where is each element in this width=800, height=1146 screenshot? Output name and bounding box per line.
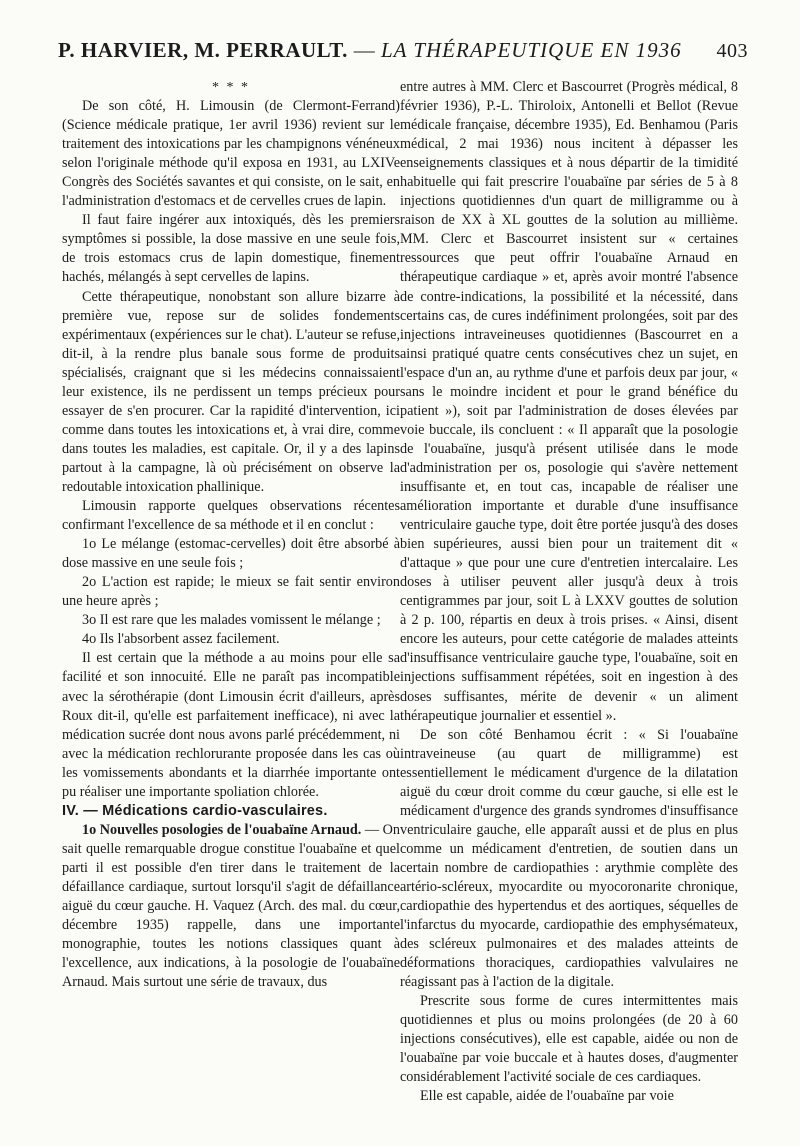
conclusion-item-3: 3o Il est rare que les malades vomissent le mélange ; xyxy=(82,612,381,629)
running-header xyxy=(58,38,748,63)
paragraph-cures: Prescrite sous forme de cures intermittentes mais quotidiennes et plus ou moins prolongées (de 20 à 60 injections consécutives), elle est capable, aidée ou non de l'ouabaïne par voie buccale et à hautes doses, d'augmenter considérablement l'activité sociale de ces cardiaques. xyxy=(400,993,738,1086)
subsection-heading: 1o Nouvelles posologies de l'ouabaïne Arnaud. xyxy=(82,821,362,838)
conclusion-item-2: 2o L'action est rapide; le mieux se fait sentir environ une heure après ; xyxy=(62,574,400,610)
conclusion-item-4: 4o Ils l'absorbent assez facilement. xyxy=(82,631,280,648)
paragraph-studies-cont: entre autres à MM. Clerc et Bascourret (Progrès médical, 8 février 1936), P.-L. Thiroloix, Antonelli et Bellot (Revue médicale française, décembre 1935), Ed. Benhamou (Paris médical, 2 mai 1936) nous incitent à dépasser les enseignements classiques et à nous départir de la timidité habituelle qui fait prescrire l'ouabaïne par séries de 5 à 8 injections quotidiennes d'un quart de milligramme ou à raison de XX à XL gouttes de la solution au millième. MM. Clerc et Bascourret insistent sur « certaines ressources que peut offrir l'ouabaïne Arnaud en thérapeutique cardiaque » et, après avoir montré l'absence de contre-indications, la possibilité et la nécessité, dans certains cas, de cures indéfiniment prolongées, soit par des injections intraveineuses quotidiennes (Bascourret en a ainsi pratiqué quatre cents consécutives chez un sujet, en l'espace d'un an, au rythme d'une et parfois deux par jour, « sans le moindre incident et pour le grand bénéfice du patient »), soit par l'administration de doses élevées par voie buccale, ils concluent : « Il apparaît que la posologie de l'ouabaïne, jusqu'à présent utilisée dans le mode d'administration per os, posologie qui s'avère nettement insuffisante et, en tout cas, incapable de réaliser une amélioration importante et durable d'une insuffisance ventriculaire gauche type, doit être portée jusqu'à des doses bien supérieures, aussi bien pour un traitement dit « d'attaque » que pour une cure d'entretien intercalaire. Les doses à utiliser peuvent aller jusqu'à deux à trois centigrammes par jour, soit L à LXXV gouttes de solution à 2 p. 100, répartis en deux à trois prises. « Ainsi, disent encore les auteurs, pour cette catégorie de malades atteints d'insuffisance ventriculaire gauche type, l'ouabaïne, soit en injections suffisamment répétées, soit en ingestion à des doses suffisantes, mérite de devenir « un aliment thérapeutique journalier et essentiel ». xyxy=(400,79,738,724)
paragraph-conclusions-intro: Limousin rapporte quelques observations récentes confirmant l'excellence de sa méthode et il en conclut : xyxy=(62,498,400,534)
paragraph-final: Elle est capable, aidée de l'ouabaïne par voie xyxy=(420,1088,674,1105)
header-dash: — xyxy=(347,38,381,62)
paragraph-ouabaine-intro xyxy=(62,821,400,992)
paragraph-method-safety: Il est certain que la méthode a au moins pour elle sa facilité et son innocuité. Elle ne paraît pas incompatible avec la sérothérapie (dont Limousin écrit d'ailleurs, après Roux dit-il, qu'elle est parfaitement inefficace), ni avec la médication sucrée dont nous avons parlé précédemment, ni avec la médication rechlorurante proposée dans les cas où les vomissements abondants et la diarrhée importante ont pu réaliser une importante spoliation chlorée. xyxy=(62,650,400,800)
paragraph-ouabaine-text: — On sait quelle remarquable drogue constitue l'ouabaïne et quel parti il est possible d'en tirer dans le traitement de la défaillance cardiaque, surtout lorsqu'il s'agit de défaillance aiguë du cœur gauche. H. Vaquez (Arch. des mal. du cœur, décembre 1935) rappelle, dans une importante monographie, toutes les notions classiques quant à l'excellence, aux indications, à la posologie de l'ouabaïne Arnaud. Mais surtout une série de travaux, dus xyxy=(62,821,400,991)
left-column xyxy=(62,78,400,992)
conclusion-item-1: 1o Le mélange (estomac-cervelles) doit être absorbé à dose massive en une seule fois ; xyxy=(62,536,400,572)
page-number: 403 xyxy=(716,40,748,62)
header-title: LA THÉRAPEUTIQUE EN 1936 xyxy=(380,38,682,62)
header-authors: P. HARVIER, M. PERRAULT. xyxy=(58,38,348,62)
paragraph-therapeutic-basis: Cette thérapeutique, nonobstant son allure bizarre à première vue, repose sur de solides fondements expérimentaux (expériences sur le chat). L'auteur se refuse, dit-il, à la rendre plus banale sous forme de produits spécialisés, craignant que si les médecins connaissaient leur existence, ils ne perdissent un temps précieux pour essayer de s'en procurer. Car la rapidité d'intervention, ici comme dans toutes les intoxications et, à vrai dire, comme dans toutes les maladies, est capitale. Or, il y a des lapins partout à la campagne, là où précisément on observe la redoutable intoxication phallinique. xyxy=(62,288,400,495)
paragraph-benhamou: De son côté Benhamou écrit : « Si l'ouabaïne intraveineuse (au quart de milligramme) est essentiellement le médicament d'urgence de la dilatation aiguë du cœur droit comme du cœur gauche, si elle est le médicament d'urgence des grands syndromes d'insuffisance ventriculaire gauche, elle apparaît aussi et de plus en plus comme un médicament d'entretien, de soutien dans un certain nombre de cardiopathies : arythmie complète des artério-scléreux, myocardite ou myocoronarite chronique, cardiopathie des hypertendus et des aortiques, séquelles de l'infarctus du myocarde, cardiopathie des emphysémateux, des scléreux pulmonaires et des malades atteints de déformations thoraciques, cardiopathies valvulaires ne réagissant pas à l'action de la digitale. xyxy=(400,726,738,991)
paragraph-dosage: Il faut faire ingérer aux intoxiqués, dès les premiers symptômes si possible, la dose massive en une seule fois, de trois estomacs crus de lapin domestique, finement hachés, mélangés à sept cervelles de lapins. xyxy=(62,212,400,286)
paragraph-limousin-intro: De son côté, H. Limousin (de Clermont-Ferrand) (Science médicale pratique, 1er avril 1936) revient sur le traitement des intoxications par les champignons vénéneux selon l'originale méthode qu'il exposa en 1931, au LXIVe Congrès des Sociétés savantes et qui consiste, on le sait, en l'administration d'estomacs et de cervelles crues de lapin. xyxy=(62,98,400,210)
section-separator: * * * xyxy=(212,80,250,95)
right-column xyxy=(400,78,738,1107)
section-heading: IV. — Médications cardio-vasculaires. xyxy=(62,802,328,819)
